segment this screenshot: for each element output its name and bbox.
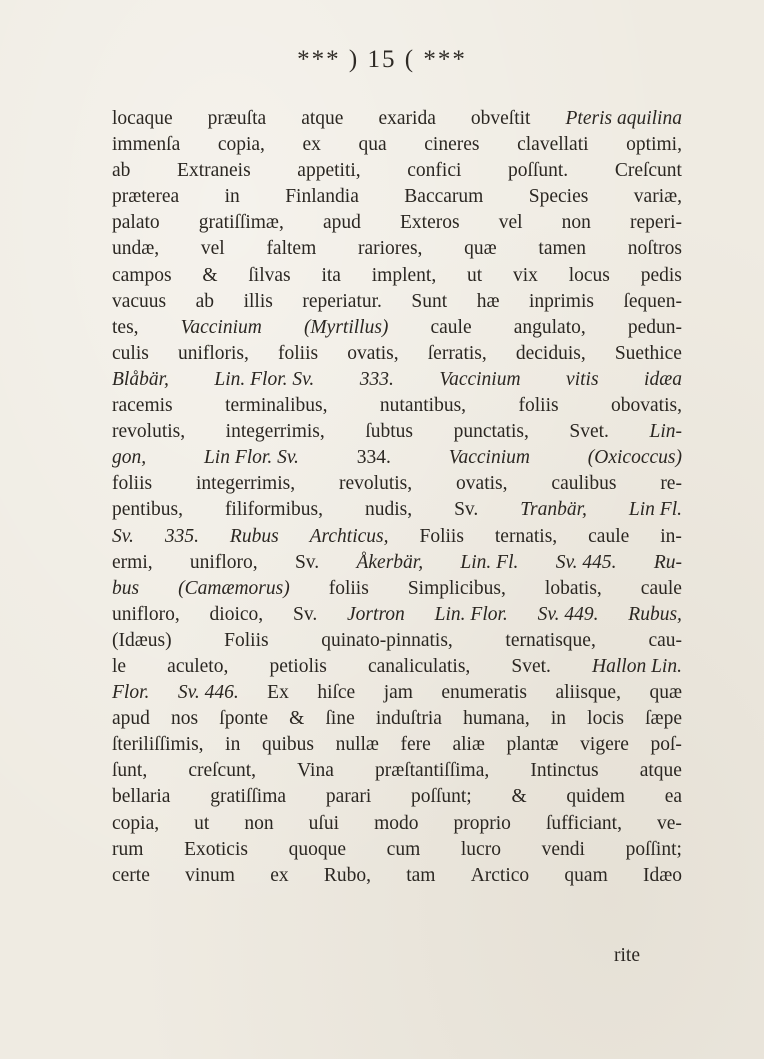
word: Rubus [229, 525, 279, 547]
word: Hallon Lin. [592, 655, 682, 677]
word: locus [568, 264, 610, 286]
word: Sunt [411, 290, 448, 312]
word: ſunt, [112, 760, 148, 782]
word: ve- [657, 812, 682, 834]
word: foliis [328, 577, 369, 599]
word: integerrimis, [225, 421, 325, 443]
text-line [112, 497, 682, 523]
text-line [112, 419, 682, 445]
word: enumeratis [441, 682, 527, 704]
word: Åkerbär, [356, 551, 424, 573]
word: fere [400, 734, 431, 756]
word: nos [171, 708, 199, 730]
word: Arctico [470, 864, 530, 886]
word: Baccarum [404, 186, 484, 208]
word: ſæpe [645, 708, 682, 730]
text-line [112, 576, 682, 602]
word: quæ [464, 238, 497, 260]
word: lucro [460, 838, 501, 860]
word: quam [564, 864, 608, 886]
word: vendi [541, 838, 585, 860]
word: ſponte [219, 708, 269, 730]
word: revolutis, [339, 473, 413, 495]
text-line [112, 837, 682, 863]
word: quidem [566, 786, 625, 808]
word: non [244, 812, 274, 834]
word: inprimis [528, 290, 594, 312]
word: Sv. [112, 525, 134, 547]
text-line [112, 132, 682, 158]
catchword: rite [614, 945, 640, 966]
word: confici [407, 160, 462, 182]
text-line [112, 367, 682, 393]
word: præuſta [207, 108, 267, 129]
word: rariores, [357, 238, 423, 260]
word: Sv. 449. [537, 603, 599, 625]
word: quinato-pinnatis, [321, 629, 453, 651]
word: ut [194, 812, 210, 834]
word: Vina [297, 760, 334, 782]
word: optimi, [626, 134, 682, 156]
word: in [224, 186, 240, 208]
word: copia, [217, 134, 265, 156]
word: immenſa [112, 134, 181, 156]
word: Ex [267, 682, 289, 704]
word: exarida [378, 108, 436, 129]
word: reperi- [630, 212, 682, 234]
word: Intinctus [530, 760, 599, 782]
word: ita [321, 264, 341, 286]
word: Svet. [511, 655, 551, 677]
word: præterea [112, 186, 180, 208]
word: caulibus [551, 473, 617, 495]
word: humana, [463, 708, 530, 730]
word: apud [322, 212, 361, 234]
word: revolutis, [112, 421, 186, 443]
word: modo [374, 812, 419, 834]
word: le [112, 655, 127, 677]
word: caule [430, 316, 472, 338]
word: Rubo, [323, 864, 371, 886]
word: tamen [538, 238, 587, 260]
word: ſine [325, 708, 355, 730]
word: hæ [476, 290, 500, 312]
word: tam [406, 864, 436, 886]
word: racemis [112, 395, 173, 417]
word: vix [513, 264, 538, 286]
word: copia, [112, 812, 160, 834]
word: parari [325, 786, 372, 808]
word: 334. [356, 447, 391, 469]
word: ſequen- [623, 290, 682, 312]
word: petiolis [269, 655, 327, 677]
word: lobatis, [544, 577, 602, 599]
word: unifloro, [189, 551, 258, 573]
word: plantæ [506, 734, 559, 756]
word: in [550, 708, 567, 730]
text-line [112, 758, 682, 784]
text-line [112, 628, 682, 654]
word: Ru- [653, 551, 682, 573]
word: ovatis, [347, 342, 399, 364]
word: Idæo [642, 864, 682, 886]
word: ſufficiant, [545, 812, 622, 834]
word: idæa [644, 368, 682, 390]
word: appetiti, [297, 160, 361, 182]
word: Jortron [347, 603, 405, 625]
text-line [112, 315, 682, 341]
word: ab [195, 290, 215, 312]
word: vel [200, 238, 225, 260]
text-line [112, 524, 682, 550]
word: re- [660, 473, 682, 495]
word: gratiſſimæ, [198, 212, 284, 234]
word: Extraneis [177, 160, 251, 182]
word: ternatis, [494, 525, 558, 547]
word: Foliis [419, 525, 464, 547]
word: atque [301, 108, 344, 129]
word: 333. [359, 368, 394, 390]
word: implent, [371, 264, 437, 286]
word: poſ- [650, 734, 682, 756]
text-line [112, 706, 682, 732]
text-line [112, 784, 682, 810]
word: Lin. Flor. [434, 603, 508, 625]
word: canaliculatis, [367, 655, 471, 677]
word: 335. [164, 525, 199, 547]
word: foliis [518, 395, 559, 417]
word: Rubus, [628, 603, 682, 625]
word: proprio [453, 812, 511, 834]
word: cineres [424, 134, 480, 156]
word: campos [112, 264, 172, 286]
text-line [112, 263, 682, 289]
word: ſubtus [365, 421, 414, 443]
word: Sv. 445. [555, 551, 617, 573]
word: Sv. [454, 499, 479, 521]
word: vitis [566, 368, 599, 390]
word: Lin. Flor. Sv. [214, 368, 315, 390]
word: ermi, [112, 551, 153, 573]
word: (Idæus) [112, 629, 172, 651]
word: poſſunt; [411, 786, 472, 808]
word: ut [467, 264, 483, 286]
word: culis [112, 342, 149, 364]
word: Sv. [292, 603, 318, 625]
word: cau- [648, 629, 682, 651]
text-line [112, 393, 682, 419]
word: ſteriliſſimis, [112, 734, 204, 756]
word: obovatis, [611, 395, 682, 417]
text-line [112, 210, 682, 236]
word: atque [639, 760, 682, 782]
word: locis [587, 708, 624, 730]
text-line [112, 184, 682, 210]
word: hiſce [317, 682, 356, 704]
word: illis [243, 290, 273, 312]
word: qua [358, 134, 387, 156]
word: Vaccinium [448, 447, 530, 469]
text-line [112, 106, 682, 132]
word: vinum [185, 864, 235, 886]
word: & [202, 264, 218, 286]
word: Suethice [614, 342, 682, 364]
text-line [112, 289, 682, 315]
word: obveſtit [470, 108, 531, 129]
word: Species [528, 186, 589, 208]
word: faltem [266, 238, 317, 260]
word: Foliis [224, 629, 269, 651]
word: præſtantiſſima, [374, 760, 490, 782]
word: ex [270, 864, 289, 886]
word: vigere [580, 734, 629, 756]
word: certe [112, 864, 150, 886]
word: creſcunt, [188, 760, 256, 782]
word: aliisque, [555, 682, 621, 704]
word: quæ [649, 682, 682, 704]
word: angulato, [513, 316, 586, 338]
word: Lin. Fl. [460, 551, 519, 573]
word: & [289, 708, 305, 730]
word: Flor. [112, 682, 150, 704]
word: Lin Fl. [628, 499, 682, 521]
word: nutantibus, [379, 395, 467, 417]
text-line [112, 471, 682, 497]
word: (Oxicoccus) [587, 447, 682, 469]
word: aculeto, [167, 655, 229, 677]
word: cum [386, 838, 421, 860]
word: ſilvas [248, 264, 291, 286]
word: Svet. [569, 421, 609, 443]
word: uſui [308, 812, 340, 834]
word: terminalibus, [225, 395, 328, 417]
text-line [112, 654, 682, 680]
word: reperiatur. [302, 290, 382, 312]
word: foliis [278, 342, 319, 364]
word: ea [664, 786, 682, 808]
word: poſſint; [625, 838, 682, 860]
text-line [112, 863, 682, 889]
word: (Camæmorus) [178, 577, 290, 599]
word: Pteris aquilina [565, 108, 682, 129]
word: palato [112, 212, 160, 234]
word: quoque [288, 838, 347, 860]
word: nudis, [364, 499, 413, 521]
word: locaque [112, 108, 173, 129]
word: aliæ [452, 734, 485, 756]
word: & [511, 786, 527, 808]
word: ternatisque, [505, 629, 596, 651]
word: Finlandia [285, 186, 359, 208]
word: ab [112, 160, 131, 182]
word: Creſcunt [614, 160, 682, 182]
word: nullæ [335, 734, 379, 756]
word: gon, [112, 447, 147, 469]
word: ovatis, [456, 473, 508, 495]
word: ex [302, 134, 321, 156]
word: Simplicibus, [407, 577, 506, 599]
word: deciduis, [515, 342, 586, 364]
word: caule [640, 577, 682, 599]
word: vel [498, 212, 523, 234]
word: pedis [640, 264, 682, 286]
word: integerrimis, [196, 473, 296, 495]
body-text [112, 106, 682, 889]
word: in [225, 734, 241, 756]
word: Sv. 446. [177, 682, 239, 704]
text-line [112, 602, 682, 628]
text-line [112, 811, 682, 837]
word: ſerratis, [427, 342, 487, 364]
word: bellaria [112, 786, 171, 808]
text-line [112, 236, 682, 262]
text-line [112, 158, 682, 184]
word: dioico, [209, 603, 264, 625]
text-line [112, 550, 682, 576]
word: (Myrtillus) [303, 316, 389, 338]
word: pentibus, [112, 499, 183, 521]
word: Lin Flor. Sv. [203, 447, 299, 469]
text-line [112, 732, 682, 758]
word: clavellati [517, 134, 589, 156]
word: Archticus, [309, 525, 389, 547]
word: Vaccinium [439, 368, 521, 390]
word: unifloro, [112, 603, 180, 625]
word: gratiſſima [210, 786, 287, 808]
word: punctatis, [453, 421, 529, 443]
word: poſſunt. [508, 160, 569, 182]
word: foliis [112, 473, 153, 495]
word: Exteros [399, 212, 460, 234]
word: vacuus [112, 290, 167, 312]
text-line [112, 341, 682, 367]
word: in- [660, 525, 682, 547]
word: Blåbär, [112, 368, 169, 390]
word: Sv. [294, 551, 320, 573]
page-header: *** ) 15 ( *** [297, 46, 467, 73]
word: bus [112, 577, 140, 599]
word: non [561, 212, 591, 234]
word: variæ, [633, 186, 682, 208]
text-line [112, 680, 682, 706]
word: caule [588, 525, 630, 547]
word: rum [112, 838, 144, 860]
word: filiformibus, [224, 499, 323, 521]
word: pedun- [627, 316, 682, 338]
word: induſtria [375, 708, 442, 730]
word: jam [383, 682, 413, 704]
word: Vaccinium [180, 316, 262, 338]
word: quibus [261, 734, 314, 756]
word: apud [112, 708, 150, 730]
word: tes, [112, 316, 139, 338]
word: Exoticis [184, 838, 248, 860]
word: Tranbär, [520, 499, 587, 521]
word: noſtros [627, 238, 682, 260]
text-line [112, 445, 682, 471]
word: unifloris, [177, 342, 249, 364]
word: undæ, [112, 238, 160, 260]
word: Lin- [649, 421, 682, 443]
